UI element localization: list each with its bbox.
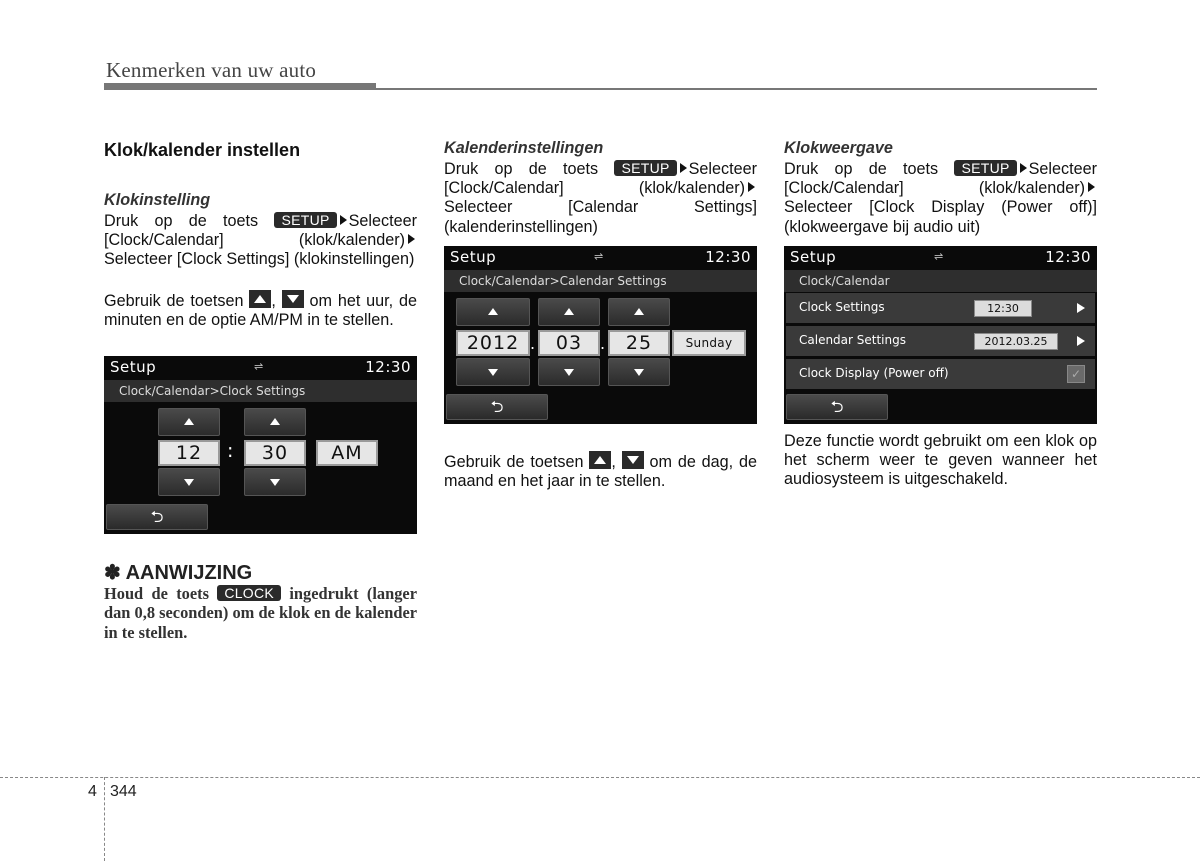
down-arrow-icon — [270, 479, 280, 486]
text: ingedrukt (langer dan 0,8 seconden) om de klok en de kalender in te stellen. — [104, 584, 417, 642]
menu-row-clock-display[interactable] — [786, 359, 1095, 389]
paragraph-clock-keys — [104, 290, 417, 330]
row-value: 12:30 — [974, 300, 1032, 317]
text: om het uur, de minuten en de optie AM/PM in te stellen. — [104, 292, 418, 330]
paragraph-calendar-setup — [444, 160, 757, 237]
down-arrow-icon — [184, 479, 194, 486]
month-value[interactable]: 03 — [538, 330, 600, 356]
row-label: Calendar Settings — [799, 333, 906, 347]
back-icon: ⮌ — [830, 397, 844, 416]
text: Houd de toets — [104, 584, 209, 603]
screen-title: Setup — [790, 248, 837, 266]
breadcrumb: Clock/Calendar>Calendar Settings — [459, 274, 667, 288]
menu-row-clock-settings[interactable] — [786, 293, 1095, 323]
setup-key-label: SETUP — [614, 160, 676, 176]
breadcrumb: Clock/Calendar — [799, 274, 890, 288]
ampm-toggle[interactable]: AM — [316, 440, 378, 466]
text: Selecteer [Clock Display (Power off)] (klokweergave bij audio uit) — [784, 198, 1097, 236]
page-header-title: Kenmerken van uw auto — [106, 58, 317, 82]
subheading-calendar: Kalenderinstellingen — [444, 139, 604, 157]
year-up-button[interactable] — [456, 298, 530, 326]
usb-icon: ⇌ — [934, 250, 944, 263]
chapter-number: 4 — [88, 783, 97, 800]
breadcrumb: Clock/Calendar>Clock Settings — [119, 384, 306, 398]
hour-up-button[interactable] — [158, 408, 220, 436]
text: Gebruik de toetsen — [444, 453, 584, 471]
hour-down-button[interactable] — [158, 468, 220, 496]
year-value[interactable]: 2012 — [456, 330, 530, 356]
footer-dashed-divider — [104, 777, 105, 861]
paragraph-display-setup — [784, 160, 1097, 237]
arrow-right-icon — [680, 163, 687, 173]
back-icon: ⮌ — [150, 507, 164, 526]
footer-dashed-rule — [0, 777, 1200, 778]
down-arrow-icon — [634, 369, 644, 376]
row-label: Clock Display (Power off) — [799, 366, 949, 380]
text: Selecteer [Clock/Calendar] (klok/kalender) — [784, 160, 1098, 198]
row-value: 2012.03.25 — [974, 333, 1058, 350]
text: Selecteer [Clock/Calendar] (klok/kalender) — [444, 160, 758, 198]
page-number: 344 — [110, 783, 137, 800]
text: Selecteer [Clock Settings] (klokinstellingen) — [104, 250, 415, 269]
up-arrow-icon — [270, 418, 280, 425]
up-arrow-icon — [564, 308, 574, 315]
day-down-button[interactable] — [608, 358, 670, 386]
subheading-clock: Klokinstelling — [104, 191, 211, 209]
header-rule — [104, 88, 1097, 90]
text: om de dag, de maand en het jaar in te stellen. — [444, 453, 758, 491]
usb-icon: ⇌ — [594, 250, 604, 263]
minute-up-button[interactable] — [244, 408, 306, 436]
weekday-value: Sunday — [672, 330, 746, 356]
back-icon: ⮌ — [490, 397, 504, 416]
subheading-display: Klokweergave — [784, 139, 893, 157]
date-dot: . — [530, 334, 536, 353]
date-dot: . — [600, 334, 606, 353]
paragraph-calendar-keys — [444, 451, 757, 491]
hour-value[interactable]: 12 — [158, 440, 220, 466]
up-arrow-key-icon — [589, 451, 611, 469]
screen-calendar-settings — [444, 246, 757, 424]
setup-key-label: SETUP — [274, 212, 336, 228]
section-heading: Klok/kalender instellen — [104, 140, 301, 160]
paragraph-display-description: Deze functie wordt gebruikt om een klok op het scherm weer te geven wanneer het audiosysteem is uitgeschakeld. — [784, 432, 1097, 489]
chevron-right-icon — [1077, 336, 1085, 346]
setup-key-label: SETUP — [954, 160, 1016, 176]
text: Selecteer [Clock/Calendar] (klok/kalender) — [104, 212, 418, 250]
screen-time: 12:30 — [365, 358, 411, 376]
minute-value[interactable]: 30 — [244, 440, 306, 466]
up-arrow-icon — [488, 308, 498, 315]
screen-clock-calendar-menu — [784, 246, 1097, 424]
separator: , — [611, 453, 616, 471]
arrow-right-icon — [1020, 163, 1027, 173]
note-heading: ✽ AANWIJZING — [104, 562, 253, 584]
row-label: Clock Settings — [799, 300, 885, 314]
screen-time: 12:30 — [705, 248, 751, 266]
screen-time: 12:30 — [1045, 248, 1091, 266]
text: Gebruik de toetsen — [104, 292, 244, 310]
note-body — [104, 584, 417, 642]
screen-title: Setup — [110, 358, 157, 376]
back-button[interactable] — [446, 394, 548, 420]
paragraph-clock-setup — [104, 212, 417, 270]
arrow-right-icon — [748, 182, 755, 192]
down-arrow-icon — [564, 369, 574, 376]
clock-key-label: CLOCK — [217, 585, 281, 601]
arrow-right-icon — [1088, 182, 1095, 192]
menu-row-calendar-settings[interactable] — [786, 326, 1095, 356]
chevron-right-icon — [1077, 303, 1085, 313]
back-button[interactable] — [106, 504, 208, 530]
down-arrow-key-icon — [622, 451, 644, 469]
text: Druk op de toets — [444, 160, 599, 178]
down-arrow-icon — [488, 369, 498, 376]
down-arrow-key-icon — [282, 290, 304, 308]
up-arrow-key-icon — [249, 290, 271, 308]
month-up-button[interactable] — [538, 298, 600, 326]
separator: , — [271, 292, 276, 310]
usb-icon: ⇌ — [254, 360, 264, 373]
screen-title: Setup — [450, 248, 497, 266]
time-colon: : — [227, 440, 234, 462]
clock-display-checkbox[interactable]: ✓ — [1067, 365, 1085, 383]
back-button[interactable] — [786, 394, 888, 420]
year-down-button[interactable] — [456, 358, 530, 386]
minute-down-button[interactable] — [244, 468, 306, 496]
month-down-button[interactable] — [538, 358, 600, 386]
up-arrow-icon — [184, 418, 194, 425]
day-up-button[interactable] — [608, 298, 670, 326]
text: Selecteer [Calendar Settings] (kalenderinstellingen) — [444, 198, 757, 236]
arrow-right-icon — [340, 215, 347, 225]
screen-clock-settings — [104, 356, 417, 534]
arrow-right-icon — [408, 234, 415, 244]
text: Druk op de toets — [784, 160, 939, 178]
day-value[interactable]: 25 — [608, 330, 670, 356]
text: Druk op de toets — [104, 212, 259, 230]
up-arrow-icon — [634, 308, 644, 315]
